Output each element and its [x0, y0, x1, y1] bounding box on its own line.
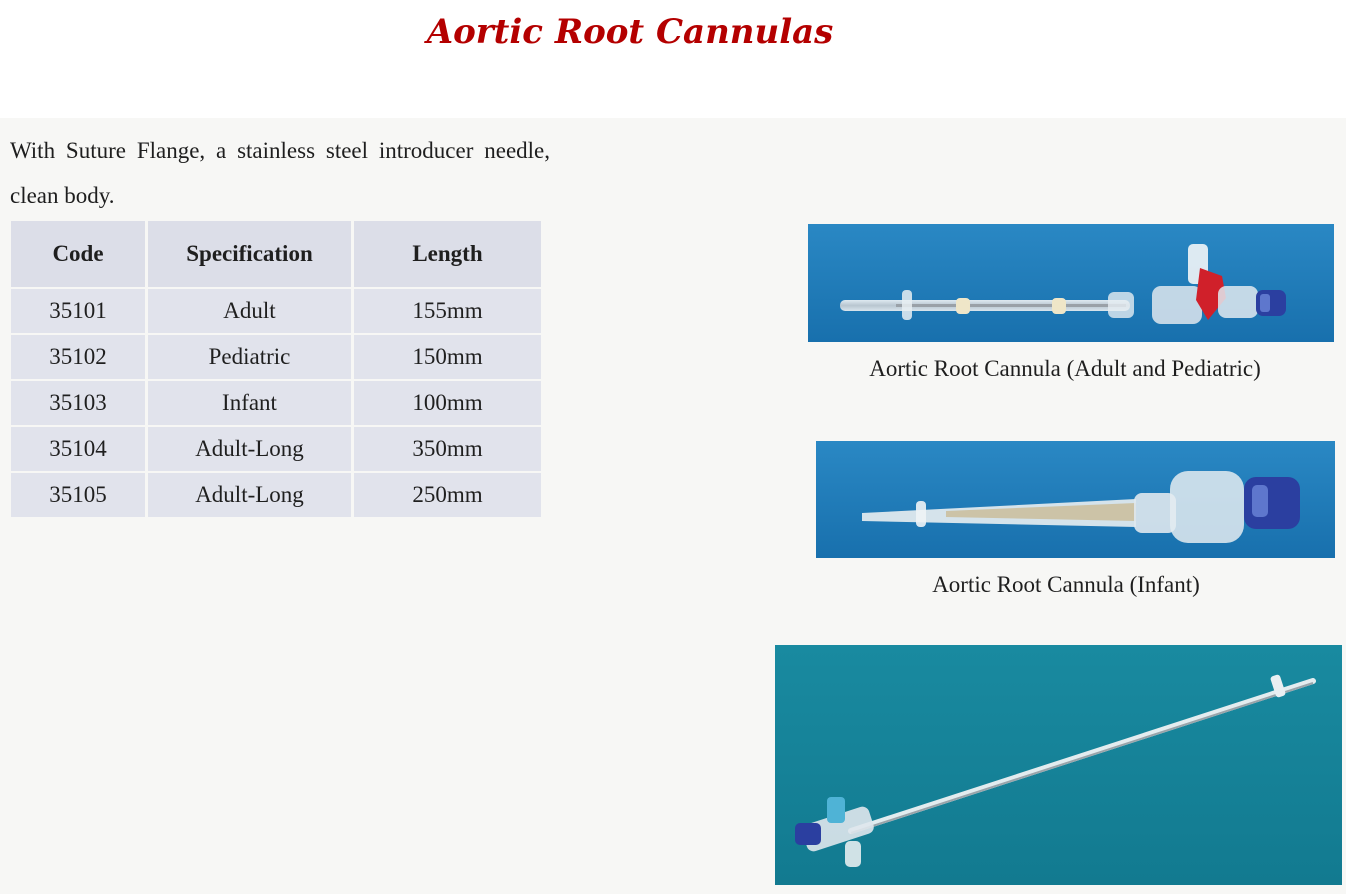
cell-code: 35103 — [11, 381, 145, 425]
cell-code: 35105 — [11, 473, 145, 517]
caption-adult-pediatric: Aortic Root Cannula (Adult and Pediatric) — [869, 356, 1261, 381]
column-header-length: Length — [354, 221, 541, 287]
cell-length: 350mm — [354, 427, 541, 471]
cell-length: 250mm — [354, 473, 541, 517]
column-header-code: Code — [11, 221, 145, 287]
table-row — [11, 335, 541, 379]
page-title: Aortic Root Cannulas — [426, 12, 834, 52]
cell-specification: Adult-Long — [148, 473, 351, 517]
cell-code: 35101 — [11, 289, 145, 333]
cell-specification: Pediatric — [148, 335, 351, 379]
specification-table — [8, 219, 544, 519]
product-description: With Suture Flange, a stainless steel introducer needle, clean body. — [10, 138, 550, 208]
table-row — [11, 473, 541, 517]
cell-code: 35102 — [11, 335, 145, 379]
cell-length: 155mm — [354, 289, 541, 333]
cell-specification: Adult-Long — [148, 427, 351, 471]
cell-specification: Infant — [148, 381, 351, 425]
column-header-specification: Specification — [148, 221, 351, 287]
table-header-row — [11, 221, 541, 287]
cell-specification: Adult — [148, 289, 351, 333]
cell-code: 35104 — [11, 427, 145, 471]
caption-infant: Aortic Root Cannula (Infant) — [932, 572, 1200, 597]
cannula-adult-long-photo — [775, 645, 1342, 885]
cell-length: 100mm — [354, 381, 541, 425]
table-row — [11, 289, 541, 333]
cell-length: 150mm — [354, 335, 541, 379]
table-row — [11, 381, 541, 425]
table-row — [11, 427, 541, 471]
cannula-adult-pediatric-photo — [808, 224, 1334, 342]
cannula-infant-photo — [816, 441, 1335, 558]
